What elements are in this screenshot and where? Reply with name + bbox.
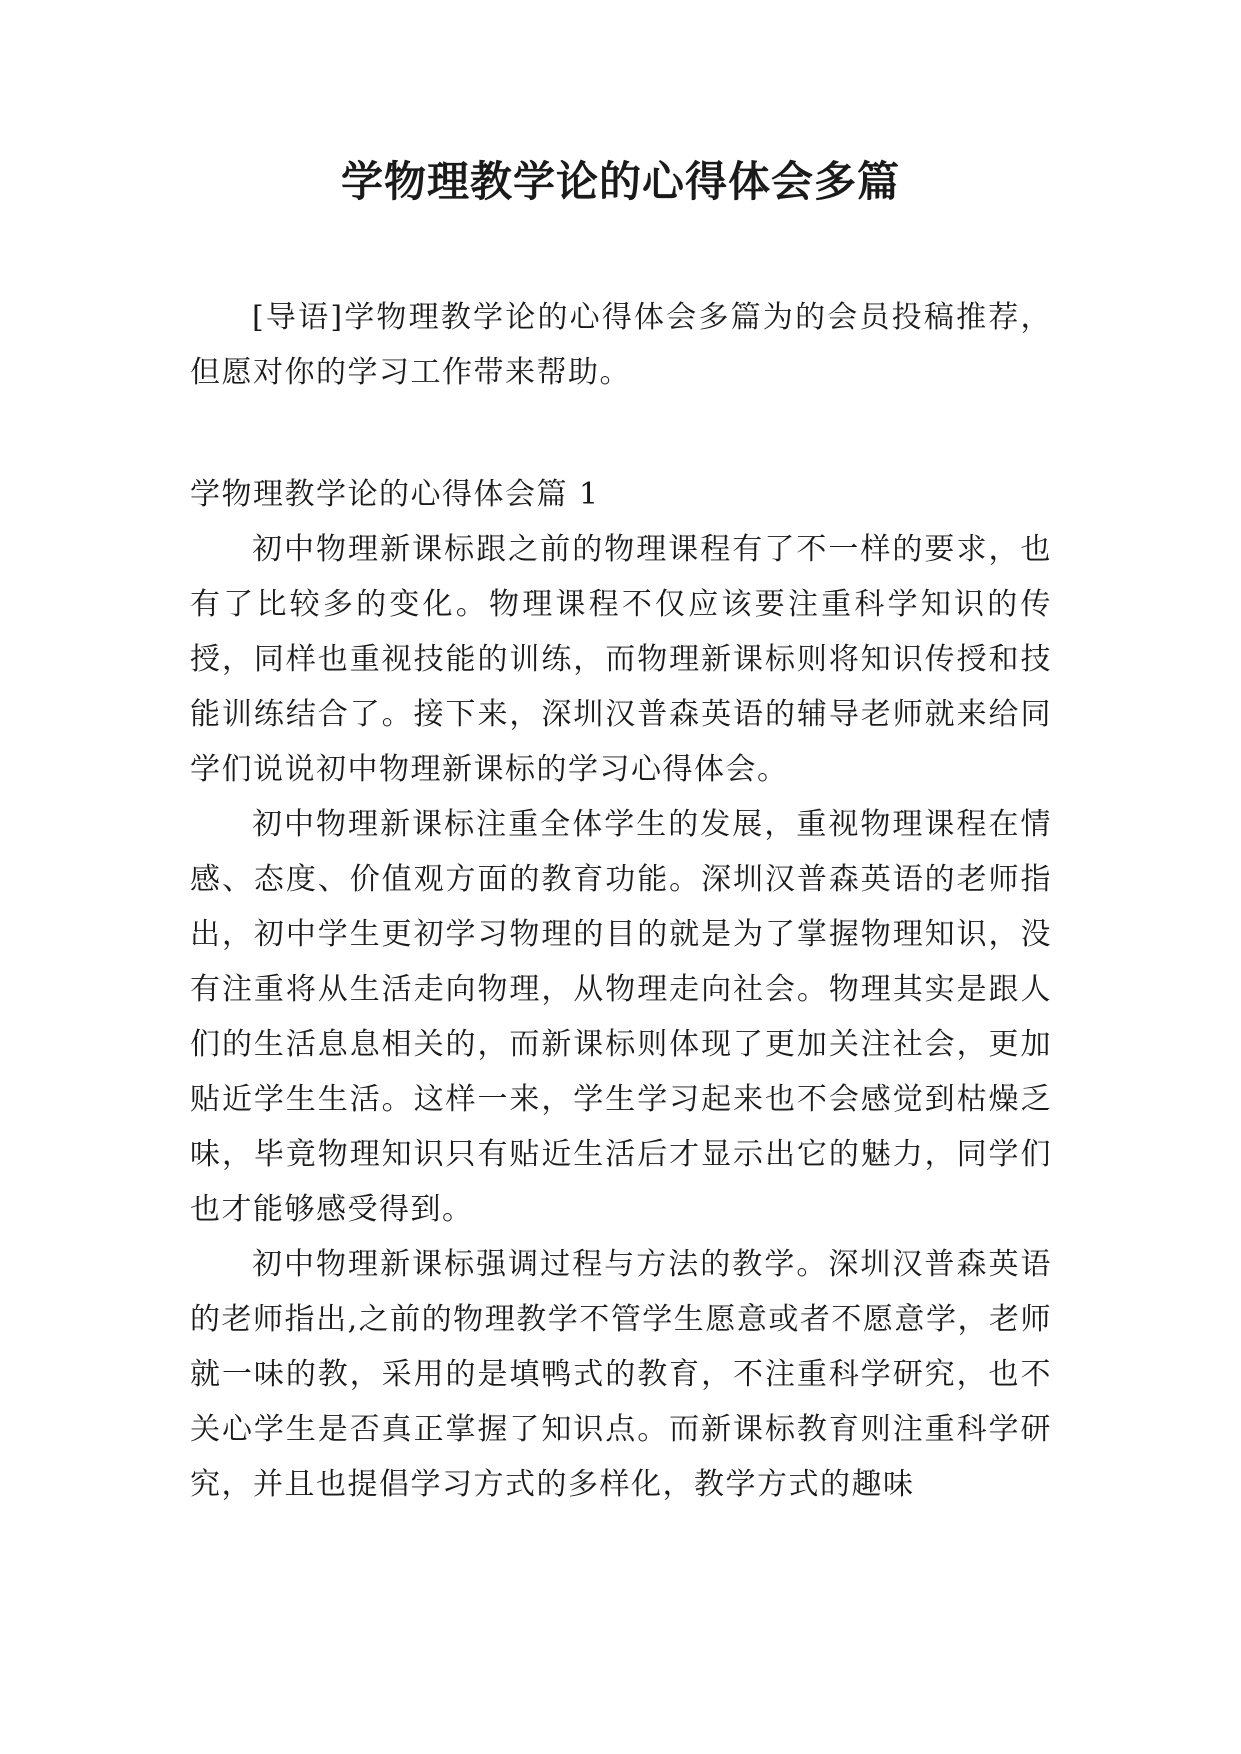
body-paragraph-3: 初中物理新课标强调过程与方法的教学。深圳汉普森英语的老师指出,之前的物理教学不管学生愿意或者不愿意学，老师就一味的教，采用的是填鸭式的教育，不注重科学研究，也不关心学生是否真正掌握了知识点。而新课标教育则注重科学研究，并且也提倡学习方式的多样化，教学方式的趣味 (190, 1247, 1052, 1502)
body-paragraph-1: 初中物理新课标跟之前的物理课程有了不一样的要求，也有了比较多的变化。物理课程不仅应该要注重科学知识的传授，同样也重视技能的训练，而物理新课标则将知识传授和技能训练结合了。接下来，深圳汉普森英语的辅导老师就来给同学们说说初中物理新课标的学习心得体会。 (190, 532, 1052, 787)
body-paragraph-2: 初中物理新课标注重全体学生的发展，重视物理课程在情感、态度、价值观方面的教育功能。深圳汉普森英语的老师指出，初中学生更初学习物理的目的就是为了掌握物理知识，没有注重将从生活走向物理，从物理走向社会。物理其实是跟人们的生活息息相关的，而新课标则体现了更加关注社会，更加贴近学生生活。这样一来，学生学习起来也不会感觉到枯燥乏味，毕竟物理知识只有贴近生活后才显示出它的魅力，同学们也才能够感受得到。 (190, 807, 1052, 1227)
body-paragraphs (190, 522, 1052, 1512)
intro-paragraph: [导语]学物理教学论的心得体会多篇为的会员投稿推荐，但愿对你的学习工作带来帮助。 (190, 300, 1052, 390)
document-title: 学物理教学论的心得体会多篇 (340, 157, 900, 206)
section-heading: 学物理教学论的心得体会篇 1 (190, 477, 600, 512)
